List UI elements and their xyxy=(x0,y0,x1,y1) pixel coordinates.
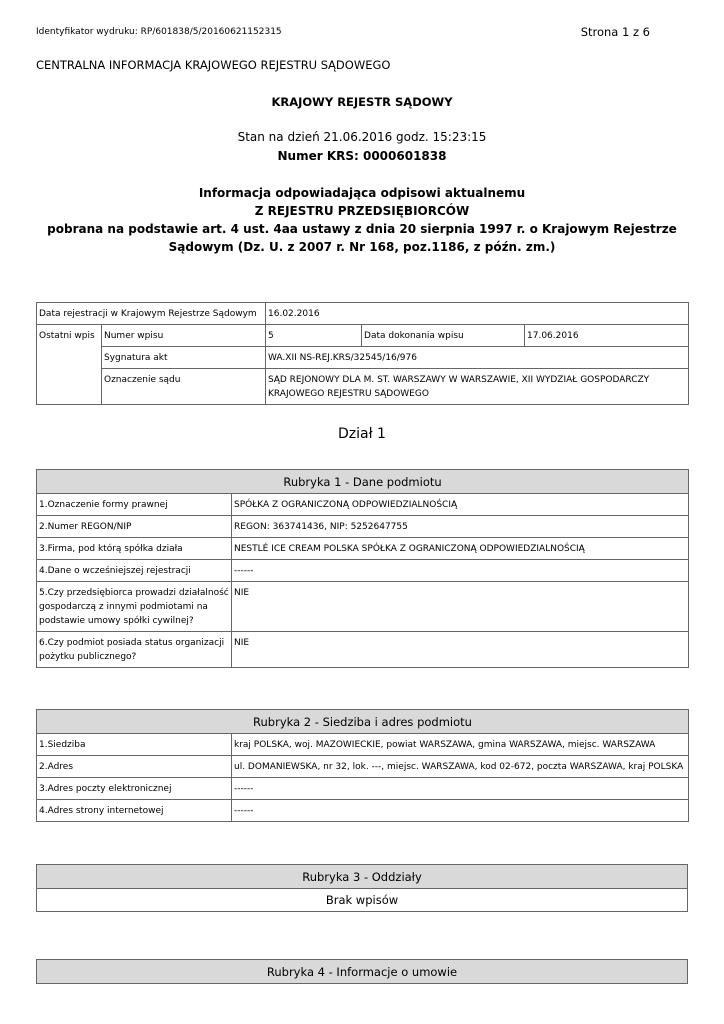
row-label: 2.Adres xyxy=(37,756,232,778)
rubryka-3-title: Rubryka 3 - Oddziały xyxy=(37,865,688,889)
rubryka-2-title: Rubryka 2 - Siedziba i adres podmiotu xyxy=(37,710,689,734)
row-label: 5.Czy przedsiębiorca prowadzi działalność gospodarczą z innymi podmiotami na podstawie umowy spółki cywilnej? xyxy=(37,582,232,632)
info-line-1: Informacja odpowiadająca odpisowi aktualnemu xyxy=(198,186,526,200)
table-row xyxy=(37,734,689,756)
row-value: SPÓŁKA Z OGRANICZONĄ ODPOWIEDZIALNOŚCIĄ xyxy=(232,494,689,516)
info-line-4: Sądowym (Dz. U. z 2007 r. Nr 168, poz.1186, z późn. zm.) xyxy=(168,240,556,254)
rubryka-2-table xyxy=(36,709,689,822)
table-row xyxy=(37,494,689,516)
row-label: 4.Dane o wcześniejszej rejestracji xyxy=(37,560,232,582)
row-value: ------ xyxy=(232,778,689,800)
table-row xyxy=(37,538,689,560)
register-title: KRAJOWY REJESTR SĄDOWY xyxy=(271,95,453,109)
signature-value: WA.XII NS-REJ.KRS/32545/16/976 xyxy=(266,347,689,369)
rubryka-1-table xyxy=(36,469,689,668)
table-row xyxy=(37,560,689,582)
rubryka-1-title: Rubryka 1 - Dane podmiotu xyxy=(37,470,689,494)
row-label: 3.Firma, pod którą spółka działa xyxy=(37,538,232,560)
table-row xyxy=(37,756,689,778)
registration-date-label: Data rejestracji w Krajowym Rejestrze Sądowym xyxy=(37,303,266,325)
rubryka-3-table xyxy=(36,864,688,912)
institution-name: CENTRALNA INFORMACJA KRAJOWEGO REJESTRU SĄDOWEGO xyxy=(36,58,391,72)
print-identifier: Identyfikator wydruku: RP/601838/5/20160621152315 xyxy=(36,27,282,37)
row-value: REGON: 363741436, NIP: 5252647755 xyxy=(232,516,689,538)
rubryka-3-empty: Brak wpisów xyxy=(37,889,688,912)
entry-date-label: Data dokonania wpisu xyxy=(362,325,525,347)
status-date: Stan na dzień 21.06.2016 godz. 15:23:15 xyxy=(237,130,487,144)
table-row xyxy=(37,582,689,632)
rubryka-4-table xyxy=(36,959,688,984)
court-value: SĄD REJONOWY DLA M. ST. WARSZAWY W WARSZAWIE, XII WYDZIAŁ GOSPODARCZY KRAJOWEGO REJESTRU SĄDOWEGO xyxy=(266,369,689,405)
table-row xyxy=(37,778,689,800)
row-label: 6.Czy podmiot posiada status organizacji pożytku publicznego? xyxy=(37,632,232,668)
row-value: ------ xyxy=(232,560,689,582)
krs-number: Numer KRS: 0000601838 xyxy=(277,149,447,163)
row-label: 1.Oznaczenie formy prawnej xyxy=(37,494,232,516)
rubryka-4-title: Rubryka 4 - Informacje o umowie xyxy=(37,960,688,984)
info-line-3: pobrana na podstawie art. 4 ust. 4aa ustawy z dnia 20 sierpnia 1997 r. o Krajowym Rejestrze xyxy=(47,222,677,236)
row-label: 4.Adres strony internetowej xyxy=(37,800,232,822)
entry-date-value: 17.06.2016 xyxy=(525,325,689,347)
row-label: 2.Numer REGON/NIP xyxy=(37,516,232,538)
signature-label: Sygnatura akt xyxy=(102,347,266,369)
info-line-2: Z REJESTRU PRZEDSIĘBIORCÓW xyxy=(254,204,470,218)
entry-number-label: Numer wpisu xyxy=(102,325,266,347)
last-entry-label: Ostatni wpis xyxy=(37,325,102,405)
court-label: Oznaczenie sądu xyxy=(102,369,266,405)
registration-date-value: 16.02.2016 xyxy=(266,303,689,325)
row-value: NIE xyxy=(232,582,689,632)
row-value: kraj POLSKA, woj. MAZOWIECKIE, powiat WARSZAWA, gmina WARSZAWA, miejsc. WARSZAWA xyxy=(232,734,689,756)
row-value: NESTLÉ ICE CREAM POLSKA SPÓŁKA Z OGRANICZONĄ ODPOWIEDZIALNOŚCIĄ xyxy=(232,538,689,560)
table-row xyxy=(37,800,689,822)
row-value: NIE xyxy=(232,632,689,668)
table-row xyxy=(37,516,689,538)
row-label: 3.Adres poczty elektronicznej xyxy=(37,778,232,800)
entry-number-value: 5 xyxy=(266,325,362,347)
row-label: 1.Siedziba xyxy=(37,734,232,756)
registration-table xyxy=(36,302,689,405)
section-title: Dział 1 xyxy=(338,426,386,442)
table-row xyxy=(37,632,689,668)
info-block xyxy=(36,184,688,256)
row-value: ------ xyxy=(232,800,689,822)
page-number: Strona 1 z 6 xyxy=(580,25,650,39)
row-value: ul. DOMANIEWSKA, nr 32, lok. ---, miejsc. WARSZAWA, kod 02-672, poczta WARSZAWA, kraj POLSKA xyxy=(232,756,689,778)
